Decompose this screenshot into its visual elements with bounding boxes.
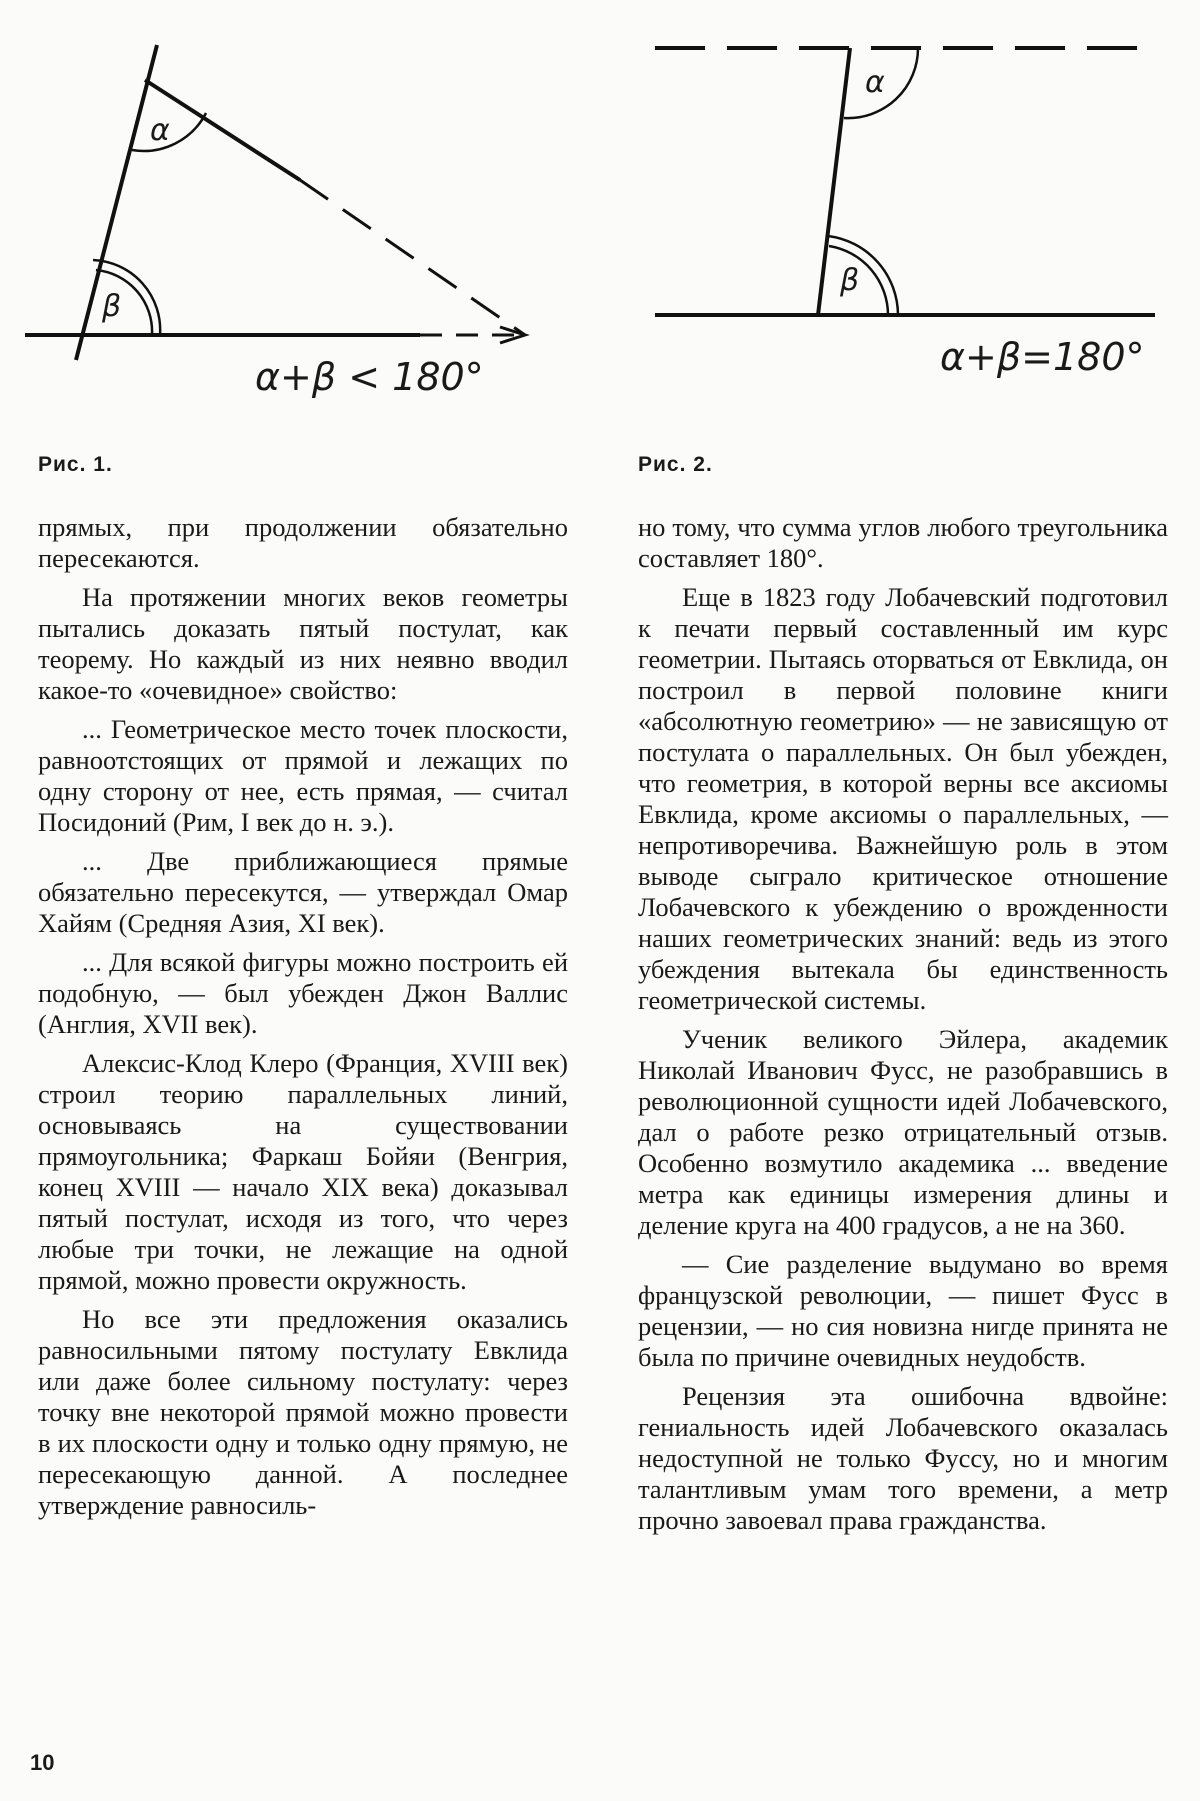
beta-symbol: β bbox=[102, 289, 122, 324]
paragraph: но тому, что сумма углов любого треугольника составляет 180°. bbox=[638, 512, 1168, 573]
figure-2 bbox=[600, 0, 1200, 420]
paragraph: Но все эти предложения оказались равносильными пятому постулату Евклида или даже более сильному постулату: через точку вне некоторой прямой можно провести в их плоскости одну и только одну прямую, не пересекающую данной. А последнее утверждение равносиль- bbox=[38, 1304, 568, 1520]
paragraph: — Сие разделение выдумано во время французской революции, — пишет Фусс в рецензии, — но сия новизна нигде принята не была по причине очевидных неудобств. bbox=[638, 1249, 1168, 1372]
alpha-symbol: α bbox=[865, 65, 885, 100]
paragraph: Ученик великого Эйлера, академик Николай Иванович Фусс, не разобравшись в революционной сущности идей Лобачевского, дал о работе резко отрицательный отзыв. Особенно возмутило академика ... введение метра как единицы измерения длины и деление круга на 400 градусов, а не на 360. bbox=[638, 1024, 1168, 1240]
beta-symbol: β bbox=[840, 263, 860, 298]
paragraph: прямых, при продолжении обязательно пересекаются. bbox=[38, 512, 568, 573]
right-text-column bbox=[638, 512, 1168, 1536]
figure-2-caption: Рис. 2. bbox=[638, 453, 713, 476]
figure-1-caption: Рис. 1. bbox=[38, 453, 113, 476]
slanted-line-dashed bbox=[300, 180, 525, 335]
figure-1-drawing bbox=[0, 0, 560, 420]
paragraph: Алексис-Клод Клеро (Франция, XVIII век) строил теорию параллельных линий, основываясь на существовании прямоугольника; Фаркаш Бойяи (Венгрия, конец XVIII — начало XIX века) доказывал пятый постулат, исходя из того, что через любые три точки, не лежащие на одной прямой, можно провести окружность. bbox=[38, 1048, 568, 1295]
formula-equals: α+β=180° bbox=[940, 335, 1145, 379]
paragraph: ... Две приближающиеся прямые обязательно пересекутся, — утверждал Омар Хайям (Средняя Азия, XI век). bbox=[38, 846, 568, 938]
paragraph: ... Для всякой фигуры можно построить ей подобную, — был убежден Джон Валлис (Англия, XVII век). bbox=[38, 947, 568, 1039]
figure-2-drawing bbox=[600, 0, 1200, 420]
paragraph: ... Геометрическое место точек плоскости, равноотстоящих от прямой и лежащих по одну сторону от нее, есть прямая, — считал Посидоний (Рим, I век до н. э.). bbox=[38, 714, 568, 837]
left-text-column bbox=[38, 512, 568, 1521]
paragraph: Рецензия эта ошибочна вдвойне: гениальность идей Лобачевского оказалась недоступной не только Фуссу, но и многим талантливым умам того времени, а метр прочно завоевал права гражданства. bbox=[638, 1381, 1168, 1535]
paragraph: Еще в 1823 году Лобачевский подготовил к печати первый составленный им курс геометрии. Пытаясь оторваться от Евклида, он построил в первой половине книги «абсолютную геометрию» — не зависящую от постулата о параллельных. Он был убежден, что геометрия, в которой верны все аксиомы Евклида, кроме аксиомы о параллельных, — непротиворечива. Важнейшую роль в этом выводе сыграло критическое отношение Лобачевского к убеждению о врожденности наших геометрических знаний: ведь из этого убеждения вытекала бы единственность геометрической системы. bbox=[638, 582, 1168, 1015]
formula-less-than: α+β < 180° bbox=[255, 355, 484, 399]
page-number: 10 bbox=[30, 1750, 55, 1775]
alpha-symbol: α bbox=[150, 113, 170, 148]
paragraph: На протяжении многих веков геометры пытались доказать пятый постулат, как теорему. Но каждый из них неявно вводил какое-то «очевидное» свойство: bbox=[38, 582, 568, 705]
figure-1 bbox=[0, 0, 560, 420]
